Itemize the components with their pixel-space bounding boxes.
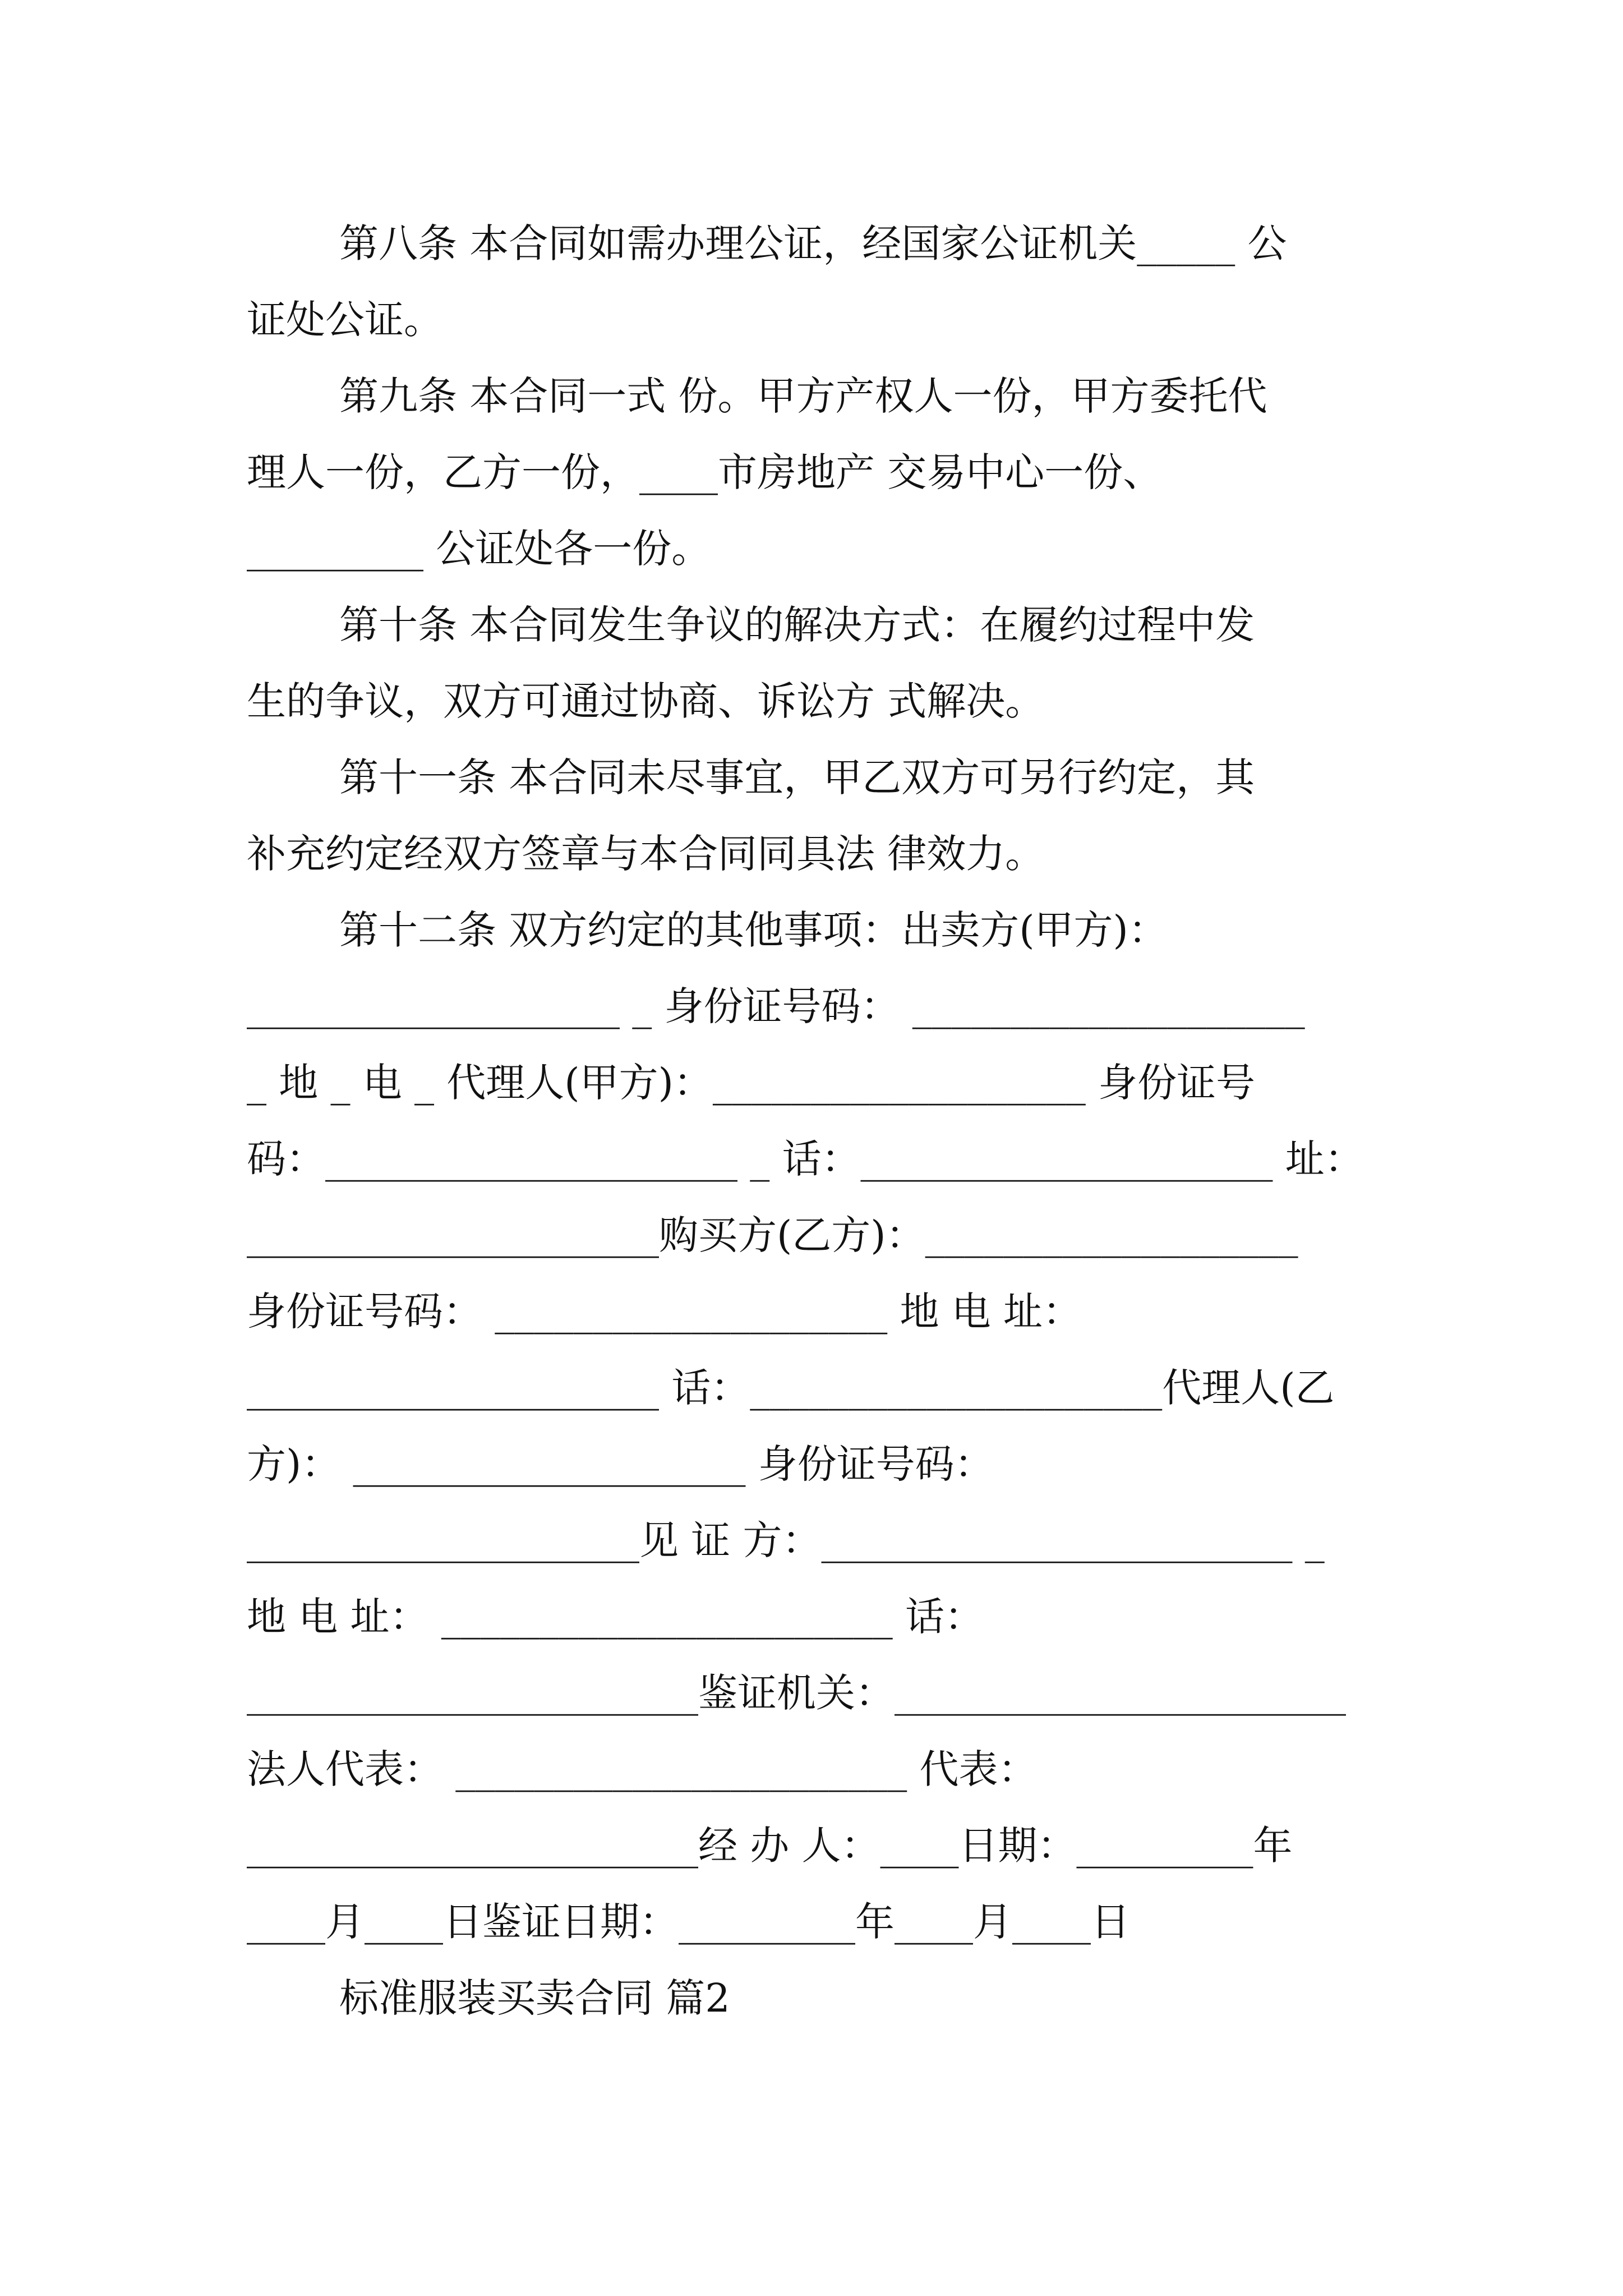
text-line: 第九条 本合同一式 份。甲方产权人一份，甲方委托代 bbox=[339, 373, 1267, 419]
text-line: 生的争议，双方可通过协商、诉讼方 式解决。 bbox=[247, 678, 1045, 724]
text-line: _______________________经 办 人：____日期：_________年 bbox=[247, 1823, 1293, 1869]
text-line: 法人代表： _______________________ 代表： bbox=[247, 1746, 1038, 1792]
text-line: 证处公证。 bbox=[247, 297, 443, 343]
text-line: 地 电 址： _______________________ 话： bbox=[247, 1594, 984, 1640]
text-line: 补充约定经双方签章与本合同同具法 律效力。 bbox=[247, 831, 1045, 877]
text-line: 码：_____________________ _ 话：_____________________ 址： bbox=[247, 1136, 1364, 1182]
text-line: ____________________见 证 方：________________________ _ bbox=[247, 1517, 1325, 1563]
text-line: _____________________购买方(乙方)：___________________ bbox=[247, 1212, 1298, 1258]
text-line: 方)： ____________________ 身份证号码： bbox=[247, 1441, 994, 1487]
text-line: 第十条 本合同发生争议的解决方式：在履约过程中发 bbox=[339, 602, 1255, 648]
text-line: ____月____日鉴证日期：_________年____月____日 bbox=[247, 1899, 1130, 1945]
text-line: 第十一条 本合同未尽事宜，甲乙双方可另行约定，其 bbox=[339, 754, 1255, 800]
text-line: _______________________鉴证机关：_______________________ bbox=[247, 1670, 1346, 1716]
text-line: 第八条 本合同如需办理公证，经国家公证机关_____ 公 bbox=[339, 220, 1287, 266]
text-line: 第十二条 双方约定的其他事项：出卖方(甲方)： bbox=[339, 907, 1168, 953]
text-line: 身份证号码： ____________________ 地 电 址： bbox=[247, 1289, 1082, 1335]
text-line: _____________________ 话：_____________________代理人(乙 bbox=[247, 1365, 1335, 1411]
text-line: _________ 公证处各一份。 bbox=[247, 526, 711, 572]
text-line: 理人一份，乙方一份，____市房地产 交易中心一份、 bbox=[247, 449, 1163, 495]
text-line: ___________________ _ 身份证号码： ____________________ bbox=[247, 983, 1305, 1029]
text-line: _ 地 _ 电 _ 代理人(甲方)：___________________ 身份证号 bbox=[247, 1060, 1256, 1106]
section-heading: 标准服装买卖合同 篇2 bbox=[339, 1975, 730, 2021]
